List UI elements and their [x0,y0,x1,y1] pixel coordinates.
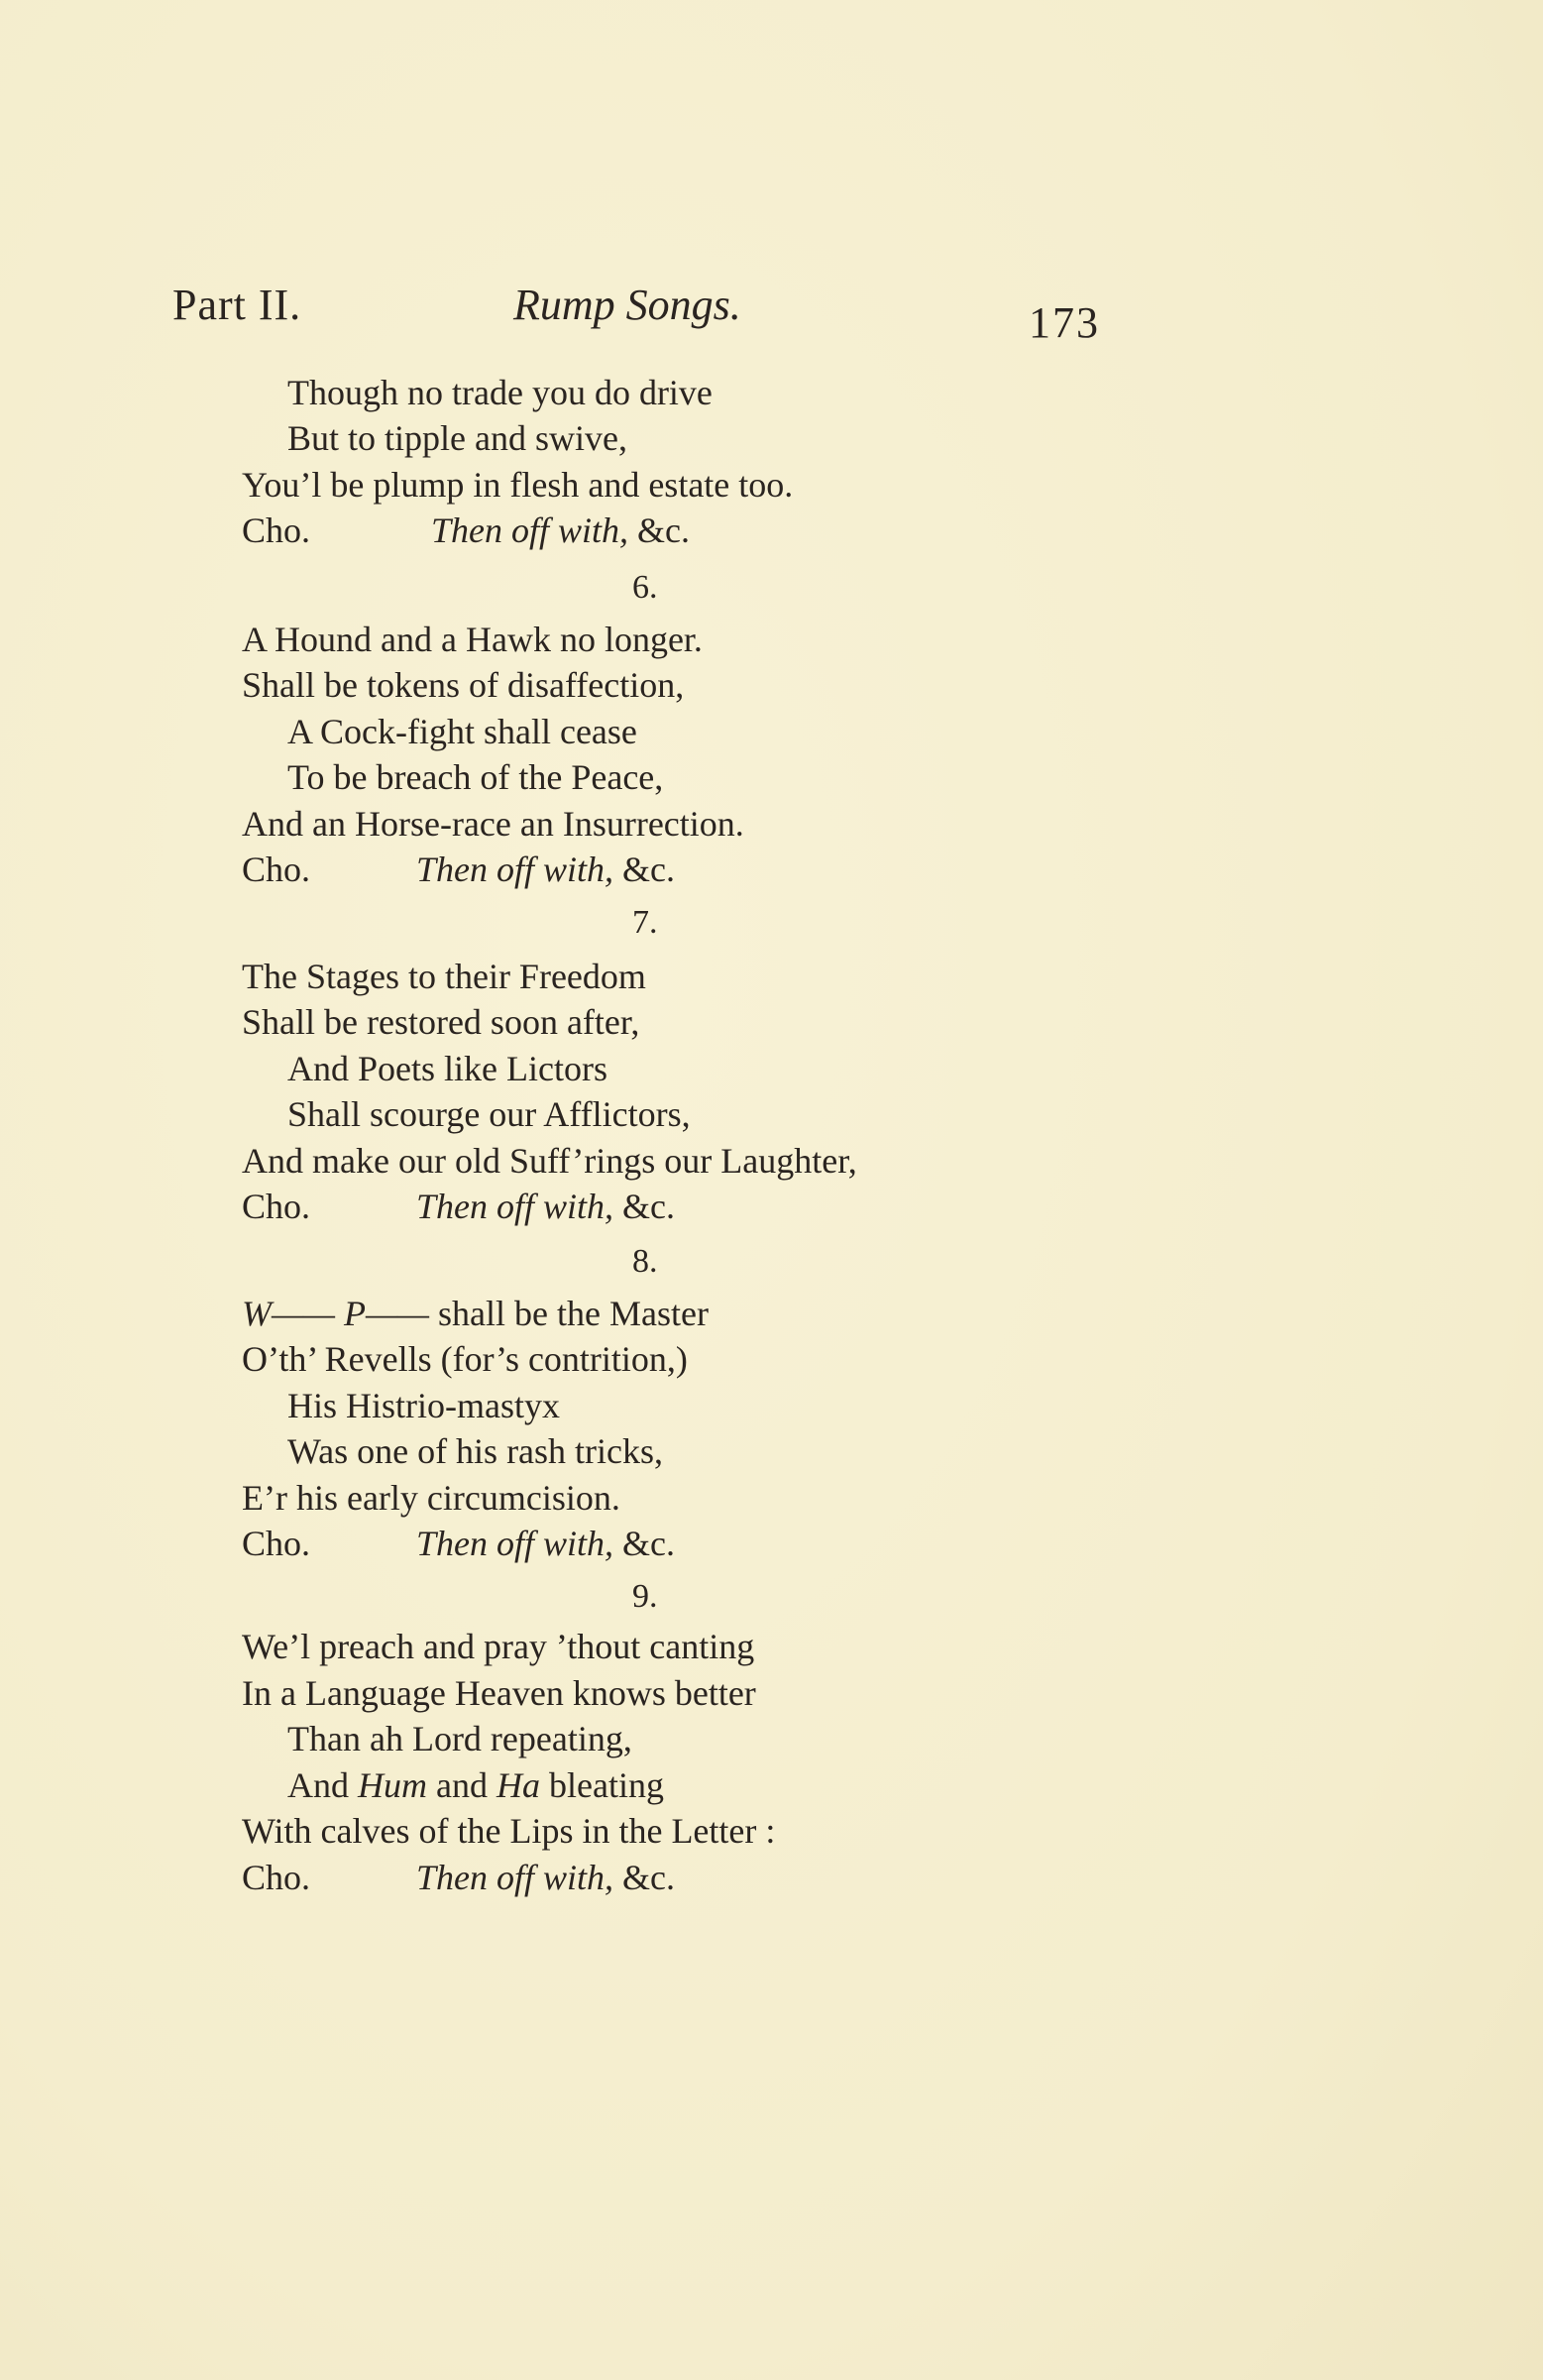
page-number: 173 [1029,298,1100,347]
stanza-number: 7. [632,904,658,941]
verse-line: With calves of the Lips in the Letter : [242,1811,776,1851]
verse-line: To be breach of the Peace, [287,757,664,797]
verse-line: You’l be plump in flesh and estate too. [242,465,794,505]
verse-line: The Stages to their Freedom [242,957,646,996]
verse-line: We’l preach and pray ’thout canting [242,1627,755,1666]
verse-line: Though no trade you do drive [287,373,713,412]
verse-line: And an Horse-race an Insurrection. [242,804,744,844]
chorus-label: Cho. [242,1187,311,1226]
chorus-text [431,510,690,551]
stanza-number: 8. [632,1243,658,1280]
verse-line [287,1764,664,1806]
verse-line: A Hound and a Hawk no longer. [242,620,703,659]
chorus-refrain: Then off with, [416,850,614,889]
chorus-etc: &c. [622,1524,676,1563]
verse-line: In a Language Heaven knows better [242,1673,756,1713]
chorus-label: Cho. [242,1858,311,1897]
verse-line: E’r his early circumcision. [242,1478,620,1518]
part-label: Part II. [172,281,302,329]
stanza-number: 6. [632,569,658,606]
verse-line: And make our old Suff’rings our Laughter, [242,1141,857,1181]
verse-line: But to tipple and swive, [287,418,627,458]
chorus-etc: &c. [637,510,691,550]
verse-word: And [287,1765,349,1805]
verse-line: Shall be tokens of disaffection, [242,665,685,705]
chorus-text [416,1186,675,1227]
stanza-number: 9. [632,1578,658,1615]
verse-line: And Poets like Lictors [287,1049,607,1088]
verse-word-hum: Hum [358,1765,427,1805]
verse-line: A Cock-fight shall cease [287,712,637,751]
verse-line: Than ah Lord repeating, [287,1719,632,1758]
chorus-text [416,1857,675,1898]
chorus-text [416,849,675,890]
chorus-refrain: Then off with, [416,1858,614,1897]
chorus-refrain: Then off with, [431,510,629,550]
verse-line: His Histrio-mastyx [287,1386,560,1425]
verse-word-ha: Ha [496,1765,540,1805]
running-header [0,280,1543,359]
chorus-etc: &c. [622,850,676,889]
verse-line: O’th’ Revells (for’s contrition,) [242,1339,688,1379]
chorus-label: Cho. [242,510,311,550]
verse-line: Shall scourge our Afflictors, [287,1094,691,1134]
running-title: Rump Songs. [513,281,741,329]
verse-line: Was one of his rash tricks, [287,1431,664,1471]
verse-word: and [436,1765,488,1805]
chorus-text [416,1523,675,1564]
verse-line [242,1293,709,1334]
chorus-refrain: Then off with, [416,1187,614,1226]
chorus-etc: &c. [622,1858,676,1897]
abbrev-name-p: P—— [344,1294,430,1333]
verse-line-rest: shall be the Master [438,1294,709,1333]
chorus-label: Cho. [242,850,311,889]
verse-line: Shall be restored soon after, [242,1002,640,1042]
verse-word: bleating [548,1765,664,1805]
abbrev-name-w: W—— [242,1294,336,1333]
chorus-label: Cho. [242,1524,311,1563]
chorus-refrain: Then off with, [416,1524,614,1563]
chorus-etc: &c. [622,1187,676,1226]
